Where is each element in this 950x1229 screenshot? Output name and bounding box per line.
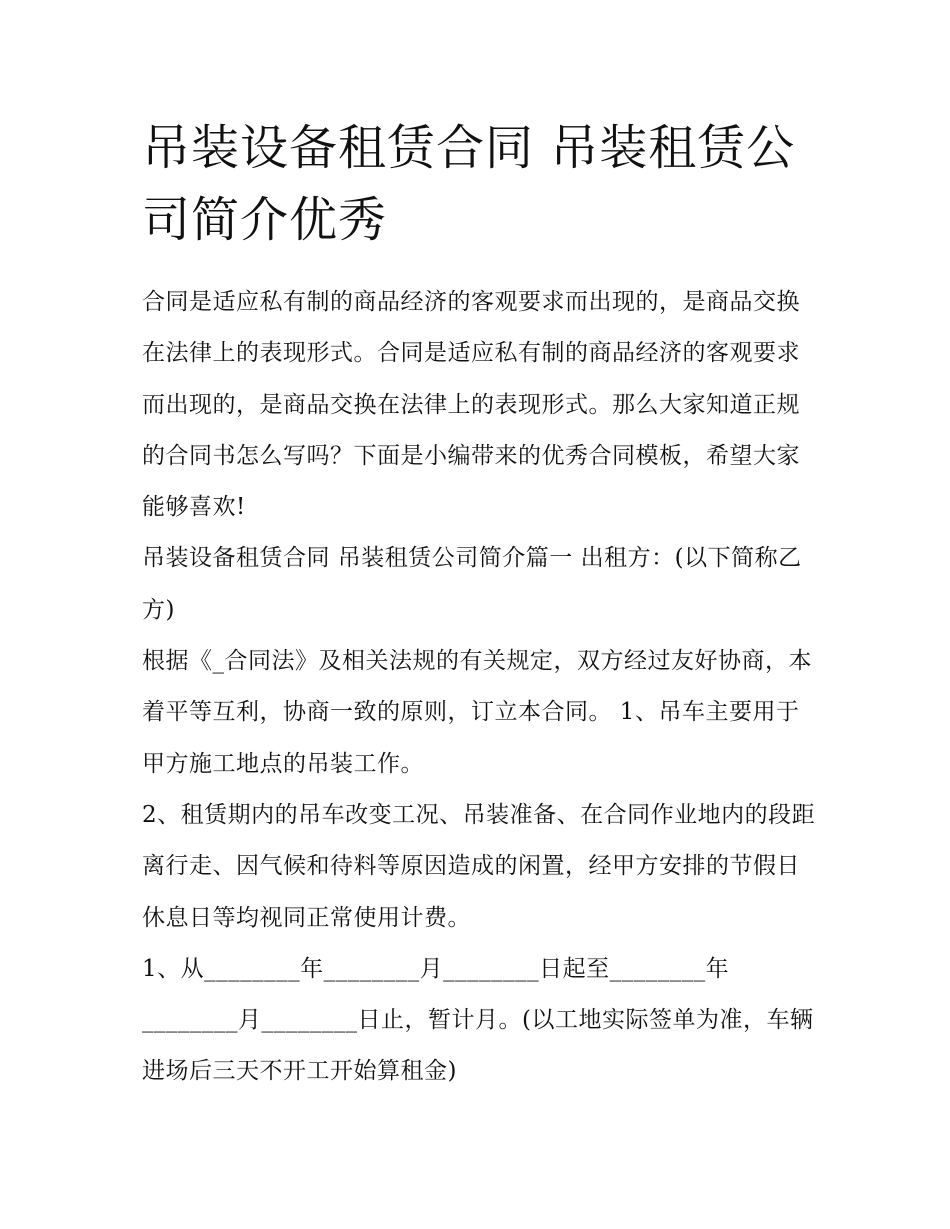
- document-body: [142, 277, 822, 1098]
- document-title: 吊装设备租赁合同 吊装租赁公司简介优秀: [142, 120, 796, 248]
- lessor-paragraph: 吊装设备租赁合同 吊装租赁公司简介篇一 出租方：(以下简称乙方): [142, 545, 802, 623]
- intro-paragraph: 合同是适应私有制的商品经济的客观要求而出现的，是商品交换在法律上的表现形式。合同是适应私有制的商品经济的客观要求而出现的，是商品交换在法律上的表现形式。那么大家知道正规的合同书怎么写吗？下面是小编带来的优秀合同模板，希望大家能够喜欢!: [142, 289, 800, 521]
- rental-period-paragraph: 1、从________年________月________日起至________年________月________日止，暂计月。(以工地实际签单为准，车辆进场后三天不开工开始算租金): [142, 955, 814, 1085]
- billing-terms-paragraph: 2、租赁期内的吊车改变工况、吊装准备、在合同作业地内的段距离行走、因气候和待料等原因造成的闲置，经甲方安排的节假日休息日等均视同正常使用计费。: [142, 801, 816, 931]
- legal-basis-paragraph: 根据《_合同法》及相关法规的有关规定，双方经过友好协商，本着平等互利，协商一致的原则，订立本合同。 1、吊车主要用于甲方施工地点的吊装工作。: [142, 648, 812, 777]
